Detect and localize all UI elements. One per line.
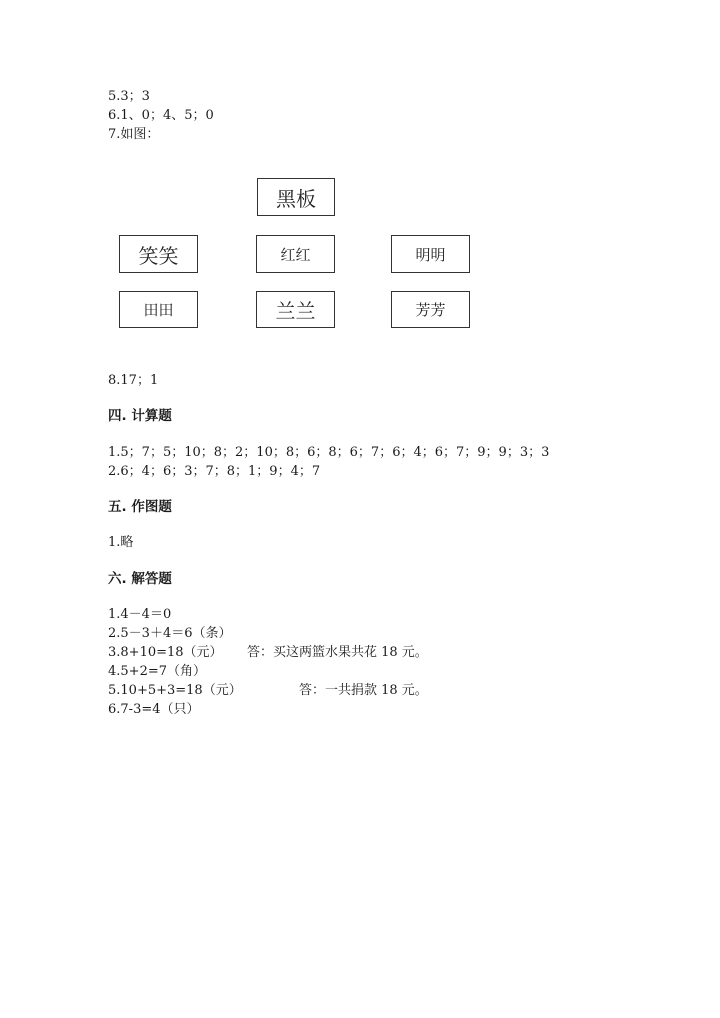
section-6-line-4: 4.5+2=7（角） (108, 664, 207, 679)
section-6-line-2: 2.5－3＋4＝6（条） (108, 626, 232, 641)
answer-6: 6.1、0；4、5；0 (108, 108, 214, 123)
section-6-title: 六. 解答题 (108, 571, 172, 587)
section-6-line-3: 3.8+10=18（元） (108, 645, 223, 660)
section-5-line-1: 1.略 (108, 535, 134, 550)
section-6-line-5: 5.10+5+3=18（元） (108, 683, 242, 698)
name-box-honghong: 红红 (256, 235, 335, 273)
section-6-answer-3: 答：买这两篮水果共花 18 元。 (247, 645, 428, 660)
name-box-mingming: 明明 (391, 235, 470, 273)
section-4-title: 四. 计算题 (108, 408, 172, 424)
section-4-line-1: 1.5；7；5；10；8；2；10；8；6；8；6；7；6；4；6；7；9；9；3；3 (108, 445, 550, 460)
name-box-tiantian: 田田 (119, 291, 198, 328)
name-box-xiaoxiao: 笑笑 (119, 235, 198, 273)
section-6-line-6: 6.7-3=4（只） (108, 702, 200, 717)
answer-8: 8.17；1 (108, 373, 159, 388)
section-4-line-2: 2.6；4；6；3；7；8；1；9；4；7 (108, 464, 321, 479)
name-box-fangfang: 芳芳 (391, 291, 470, 328)
section-6-line-1: 1.4－4＝0 (108, 607, 172, 622)
blackboard-box: 黑板 (257, 178, 335, 216)
section-5-title: 五. 作图题 (108, 499, 172, 515)
answer-7: 7.如图： (108, 127, 160, 142)
answer-5: 5.3；3 (108, 89, 150, 104)
name-box-lanlan: 兰兰 (256, 291, 335, 328)
section-6-answer-5: 答：一共捐款 18 元。 (299, 683, 428, 698)
